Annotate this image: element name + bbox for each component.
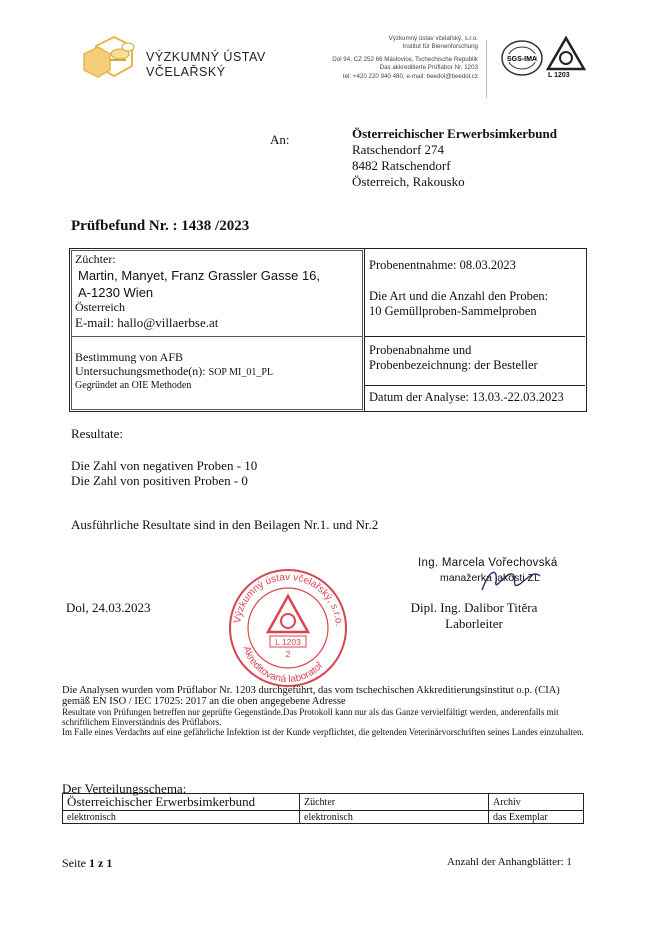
zuechter-address — [78, 267, 320, 301]
methode-value: SOP MI_01_PL — [208, 367, 274, 378]
zuechter-email: E-mail: hallo@villaerbse.at — [75, 315, 219, 330]
cert-label: L 1203 — [548, 72, 570, 79]
table-cell: Österreichischer Erwerbsimkerbund — [63, 794, 300, 811]
accreditation-notes — [62, 685, 602, 737]
seal-text: SGS-IMA — [507, 56, 537, 63]
zuechter-label: Züchter: — [75, 252, 116, 266]
distribution-label: Der Verteilungsschema: — [62, 781, 187, 796]
info-box-divider — [364, 248, 365, 412]
art-label: Die Art und die Anzahl den Proben: — [369, 289, 549, 303]
probenentnahme: Probenentnahme: 08.03.2023 — [369, 258, 516, 272]
stamp-ring-text: Výzkumný ústav včelařský, s.r.o. — [232, 571, 344, 627]
logo-text — [146, 50, 266, 80]
stamp-bottom-text: Akreditovaná laboratoř — [240, 644, 326, 686]
recipient-street: Ratschendorf 274 — [352, 142, 445, 157]
recipient-country: Österreich, Rakousko — [352, 174, 465, 189]
institute-address — [288, 35, 478, 81]
inst-line-1: Výzkumný ústav včelařský, s.r.o. — [388, 35, 478, 42]
sgs-ima-seal-icon — [500, 38, 544, 78]
results-lines — [71, 458, 257, 488]
report-title: Prüfbefund Nr. : 1438 /2023 — [71, 218, 250, 234]
table-cell: elektronisch — [63, 811, 300, 824]
art-value: 10 Gemüllproben-Sammelproben — [369, 304, 537, 318]
methode-label: Untersuchungsmethode(n): — [75, 364, 206, 378]
institute-logo — [80, 34, 142, 86]
table-row — [63, 794, 584, 811]
svg-text:Akreditovaná laboratoř — [240, 645, 325, 685]
page-number — [62, 856, 112, 871]
stamp-code: L 1203 — [275, 637, 301, 647]
zuechter-line-2: A-1230 Wien — [78, 285, 154, 300]
table-cell: Züchter — [300, 794, 489, 811]
recipient-name: Österreichischer Erwerbsimkerbund — [352, 126, 557, 141]
inst-line-2: Institut für Bienenforschung — [402, 43, 478, 51]
signatory-2 — [394, 600, 554, 632]
address-label: An: — [270, 132, 290, 147]
datum-analyse: Datum der Analyse: 13.03.-22.03.2023 — [369, 390, 564, 404]
handwritten-signature — [476, 564, 546, 596]
table-row — [63, 811, 584, 824]
attachment-count: Anzahl der Anhangblätter: 1 — [447, 856, 572, 868]
note-1: Die Analysen wurden vom Prüflabor Nr. 1203 durchgeführt, das vom tschechischen Akkreditierungsinstitut o.p. (CIA) — [62, 685, 560, 696]
recipient-city: 8482 Ratschendorf — [352, 158, 451, 173]
info-box-right-divider-1 — [364, 336, 585, 337]
zuechter-line-1: Martin, Manyet, Franz Grassler Gasse 16, — [78, 268, 321, 283]
zuechter-country: Österreich — [75, 300, 125, 314]
logo-line-2: VČELAŘSKÝ — [146, 65, 226, 79]
results-label: Resultate: — [71, 426, 123, 441]
negative-count: Die Zahl von negativen Proben - 10 — [71, 458, 258, 473]
probenabnahme-1: Probenabnahme und — [369, 343, 472, 357]
signatory-2-role: Laborleiter — [445, 616, 503, 631]
info-box-left-divider — [72, 336, 362, 337]
bestimmung: Bestimmung von AFB — [75, 350, 184, 364]
page-value: 1 z 1 — [89, 856, 113, 870]
inst-line-3: Dol 94, CZ 252 66 Máslovice, Tschechische Republik — [332, 55, 478, 63]
signatory-1-name: Ing. Marcela Vořechovská — [418, 557, 558, 569]
table-cell: das Exemplar — [489, 811, 584, 824]
table-cell: elektronisch — [300, 811, 489, 824]
place-date: Dol, 24.03.2023 — [66, 600, 151, 615]
gegruendet: Gegründet an OIE Methoden — [75, 380, 192, 391]
note-3: Resultate von Prüfungen betreffen nur geprüfte Gegenstände.Das Protokoll kann nur als das Ganze vervielfältigt werden, anderenfalls mit schriftlichem Einverständnis des Prüflabors. — [62, 707, 559, 727]
distribution-table — [62, 793, 584, 824]
header-divider — [486, 40, 487, 98]
signatory-1-role: manažerka jakosti ZL — [440, 572, 540, 584]
signatory-2-name: Dipl. Ing. Dalibor Titěra — [410, 600, 538, 615]
probenabnahme-2: Probenbezeichnung: der Besteller — [369, 358, 538, 372]
beilagen-text: Ausführliche Resultate sind in den Beilagen Nr.1. und Nr.2 — [71, 517, 379, 532]
inst-line-4: Das akkreditierte Prüflabor Nr. 1203 — [379, 64, 478, 72]
stamp-number: 2 — [285, 649, 291, 659]
note-4: Im Falle eines Verdachts auf eine gefährliche Infektion ist der Kunde verpflichtet, die geltenden Veterinärvorschriften seines Landes einzuhalten. — [62, 727, 584, 737]
inst-line-5: tel: +420 220 940 480, e-mail: beedol@beedol.cz — [342, 72, 478, 80]
note-2: gemäß EN ISO / IEC 17025: 2017 an die oben angegebene Adresse — [62, 696, 346, 707]
table-cell: Archiv — [489, 794, 584, 811]
logo-line-1: VÝZKUMNÝ ÚSTAV — [146, 50, 266, 64]
positive-count: Die Zahl von positiven Proben - 0 — [71, 473, 248, 488]
page-prefix: Seite — [62, 856, 89, 870]
recipient-address — [352, 126, 557, 190]
accreditation-triangle-icon — [546, 36, 586, 72]
accreditation-stamp — [226, 566, 350, 690]
info-box-right-divider-2 — [364, 385, 585, 386]
